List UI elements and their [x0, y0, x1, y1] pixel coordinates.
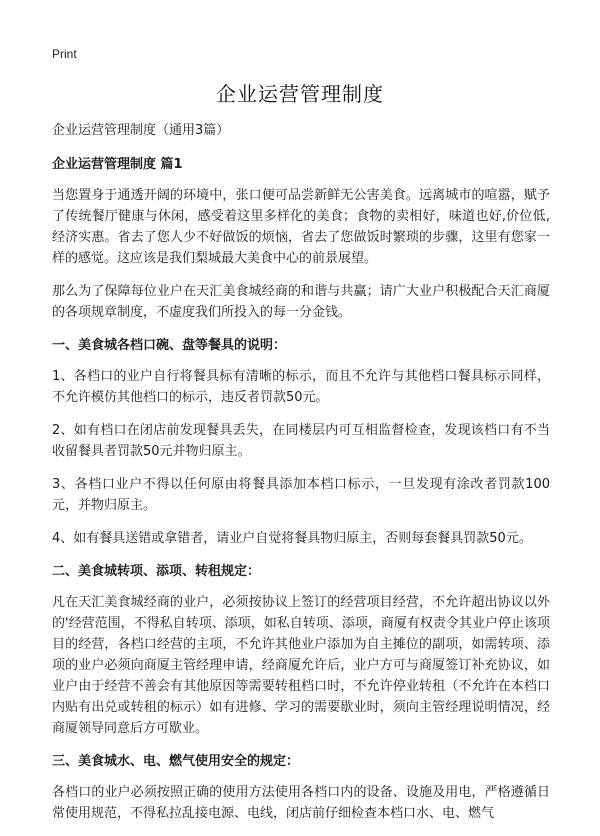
document-subtitle: 企业运营管理制度（通用3篇）	[52, 123, 230, 138]
section-heading: 三、美食城水、电、燃气使用安全的规定：	[52, 754, 300, 769]
section-heading: 二、美食城转项、添项、转租规定：	[52, 564, 261, 579]
section-heading: 一、美食城各档口碗、盘等餐具的说明：	[52, 338, 287, 353]
page-title: 企业运营管理制度	[216, 82, 384, 106]
list-item: 4、如有餐具送错或拿错者，请业户自觉将餐具物归原主，否则每套餐具罚款50元。	[52, 531, 532, 546]
section-paragraph: 凡在天汇美食城经商的业户，必须按协议上签订的经营项目经营，不允许超出协议以外的'经营范围，不得私自转项、添项，如私自转项、添项，商厦有权责令其业户停止该项目的经营，各档口经营的主项，不允许其他业户添加为自主摊位的副项，如需转项、添项的业户必须向商厦主管经理申请，经商厦允许后，业户方可与商厦签订补充协议，如业户由于经营不善会有其他原因等需要转租档口时，不允许停业转租（不允许在本档口内贴有出兑或转租的标示）如有进修、学习的需要歇业时，须向主管经理说明情况，经商厦领导同意后方可歇业。	[52, 595, 550, 736]
intro-paragraph: 那么为了保障每位业户在天汇美食城经商的和谐与共赢；请广大业户积极配合天汇商厦的各项规章制度，不虚度我们所投入的每一分金钱。	[52, 284, 550, 320]
list-item: 1、各档口的业户自行将餐具标有清晰的标示，而且不允许与其他档口餐具标示同样，不允许模仿其他档口的标示，违反者罚款50元。	[52, 369, 550, 405]
document-body	[52, 120, 550, 836]
list-item: 3、各档口业户不得以任何原由将餐具添加本档口标示，一旦发现有涂改者罚款100元，并物归原主。	[52, 477, 550, 513]
part-heading: 企业运营管理制度 篇1	[52, 157, 183, 172]
list-item: 2、如有档口在闭店前发现餐具丢失，在同楼层内可互相监督检查，发现该档口有不当收留餐具者罚款50元并物归原主。	[52, 423, 550, 459]
intro-paragraph: 当您置身于通透开阔的环境中，张口便可品尝新鲜无公害美食。远离城市的喧嚣，赋予了传统餐厅健康与休闲，感受着这里多样化的美食；食物的卖相好，味道也好,价位低,经济实惠。省去了您人少不好做饭的烦恼，省去了您做饭时繁琐的步骤，这里有您家一样的感觉。这应该是我们梨城最大美食中心的前景展望。	[52, 188, 550, 266]
print-link[interactable]: Print	[52, 47, 77, 61]
section-paragraph: 各档口的业户必须按照正确的使用方法使用各档口内的设备、设施及用电，严格遵循日常使用规范，不得私拉乱接电源、电线，闭店前仔细检查本档口水、电、燃气	[52, 785, 550, 821]
